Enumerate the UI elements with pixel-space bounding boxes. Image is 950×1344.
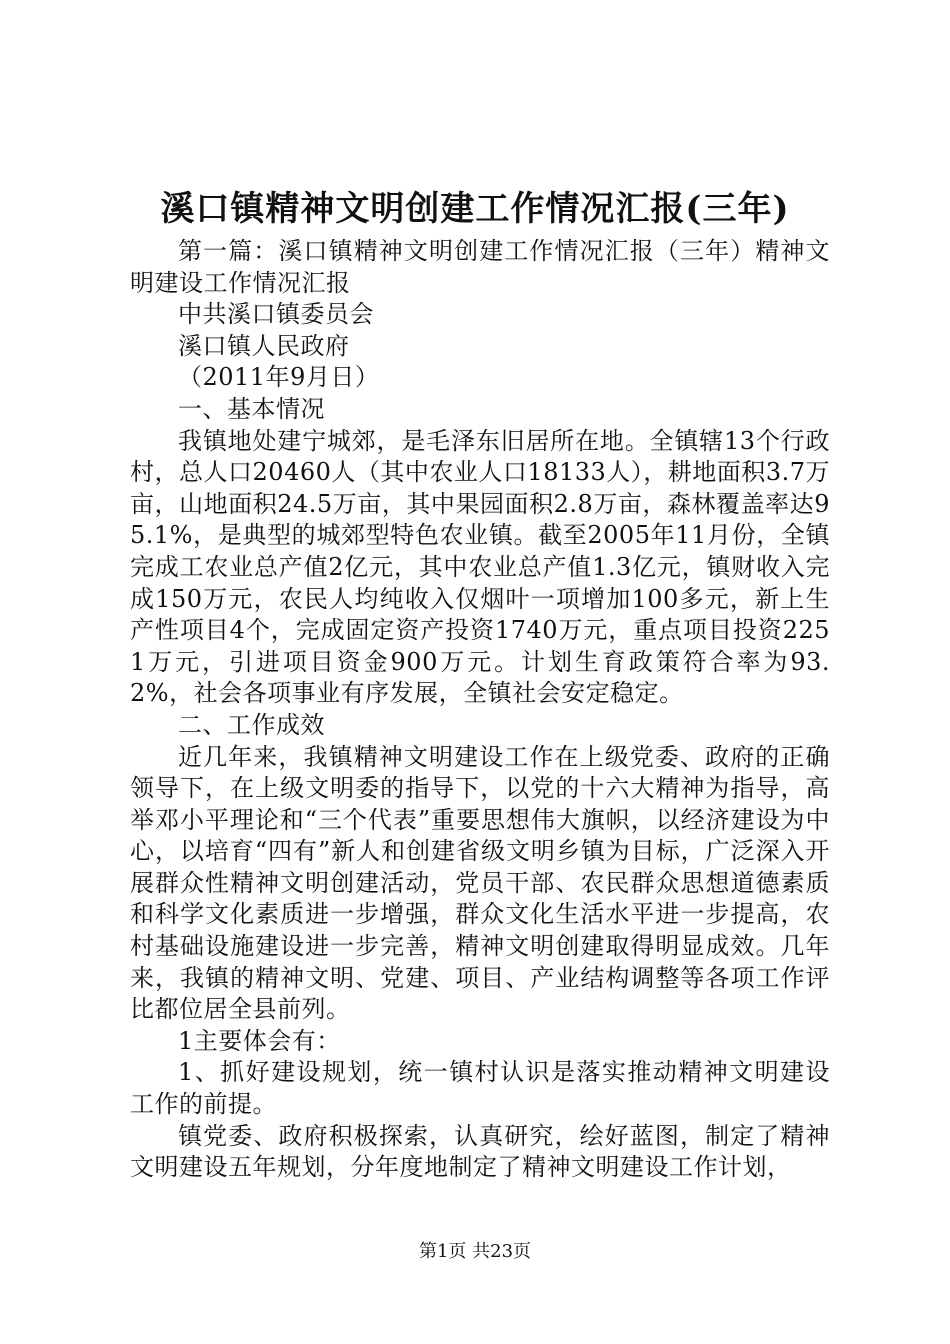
paragraph-basic-situation: 我镇地处建宁城郊，是毛泽东旧居所在地。全镇辖13个行政村，总人口20460人（其中农业人口18133人），耕地面积3.7万亩，山地面积24.5万亩，其中果园面积2.8万亩，森林覆盖率达95.1%，是典型的城郊型特色农业镇。截至2005年11月份，全镇完成工农业总产值2亿元，其中农业总产值1.3亿元，镇财收入完成150万元，农民人均纯收入仅烟叶一项增加100多元，新上生产性项目4个，完成固定资产投资1740万元，重点项目投资2251万元，引进项目资金900万元。计划生育政策符合率为93.2%，社会各项事业有序发展，全镇社会安定稳定。: [130, 426, 830, 708]
paragraph-date: （2011年9月日）: [178, 363, 380, 392]
section-heading-work-results: 二、工作成效: [178, 710, 325, 739]
paragraph-main-experience-heading: 1主要体会有：: [178, 1026, 341, 1055]
paragraph-planning: 镇党委、政府积极探索，认真研究，绘好蓝图，制定了精神文明建设五年规划，分年度地制定了精神文明建设工作计划，: [130, 1121, 830, 1182]
document-body: [130, 236, 830, 1184]
paragraph-government: 溪口镇人民政府: [178, 331, 350, 360]
paragraph-experience-1: 1、抓好建设规划，统一镇村认识是落实推动精神文明建设工作的前提。: [130, 1058, 830, 1119]
paragraph-party-committee: 中共溪口镇委员会: [178, 300, 374, 329]
paragraph-intro: 第一篇：溪口镇精神文明创建工作情况汇报（三年）精神文明建设工作情况汇报: [130, 237, 830, 297]
section-heading-basic-situation: 一、基本情况: [178, 394, 325, 423]
page-footer: 第1页 共23页: [418, 1241, 532, 1262]
paragraph-work-results: 近几年来，我镇精神文明建设工作在上级党委、政府的正确领导下，在上级文明委的指导下，以党的十六大精神为指导，高举邓小平理论和“三个代表”重要思想伟大旗帜，以经济建设为中心，以培育“四有”新人和创建省级文明乡镇为目标，广泛深入开展群众性精神文明创建活动，党员干部、农民群众思想道德素质和科学文化素质进一步增强，群众文化生活水平进一步提高，农村基础设施建设进一步完善，精神文明创建取得明显成效。几年来，我镇的精神文明、党建、项目、产业结构调整等各项工作评比都位居全县前列。: [130, 742, 830, 1024]
document-title: 溪口镇精神文明创建工作情况汇报(三年): [160, 189, 790, 229]
